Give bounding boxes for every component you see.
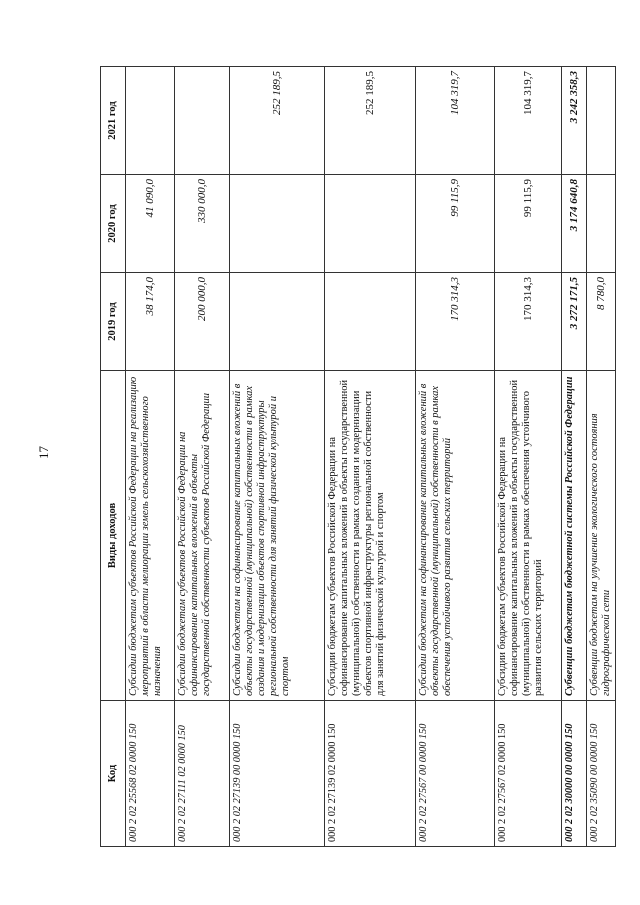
- row-name: Субвенции бюджетам на улучшение экологического состояния гидрографической сети: [587, 371, 616, 701]
- row-2019: 200 000,0: [175, 273, 230, 371]
- row-2019: 8 780,0: [587, 273, 616, 371]
- table-row: [325, 67, 416, 847]
- row-2020: 330 000,0: [175, 175, 230, 273]
- row-name: Субсидии бюджетам субъектов Российской Федерации на софинансирование капитальных вложений в объекты государственной (муниципальной) собственности в рамках обеспечения устойчивого развития сельских территорий: [495, 371, 562, 701]
- header-name: Виды доходов: [101, 371, 126, 701]
- row-2020: 99 115,9: [495, 175, 562, 273]
- page-number: 17: [36, 446, 51, 459]
- row-name: Субсидии бюджетам субъектов Российской Федерации на софинансирование капитальных вложений в объекты государственной (муниципальной) собственности в рамках создания и модернизации объектов спортивной инфраструктуры региональной собственности для занятий физической культурой и спортом: [325, 371, 416, 701]
- revenue-table: [100, 66, 616, 847]
- rotated-table-container: [100, 67, 612, 847]
- row-2020: 3 174 640,8: [562, 175, 587, 273]
- row-name: Субсидии бюджетам субъектов Российской Федерации на софинансирование капитальных вложений в объекты государственной собственности субъектов Российской Федерации: [175, 371, 230, 701]
- table-row: [230, 67, 325, 847]
- row-code: 000 2 02 27111 02 0000 150: [175, 701, 230, 847]
- row-2020: 99 115,9: [416, 175, 495, 273]
- row-2021: 252 189,5: [230, 67, 325, 175]
- row-2021: 104 319,7: [495, 67, 562, 175]
- row-2021: 252 189,5: [325, 67, 416, 175]
- header-code: Код: [101, 701, 126, 847]
- table-row: [416, 67, 495, 847]
- row-2019: 170 314,3: [495, 273, 562, 371]
- row-code: 000 2 02 30000 00 0000 150: [562, 701, 587, 847]
- table-row: [562, 67, 587, 847]
- row-code: 000 2 02 27139 00 0000 150: [230, 701, 325, 847]
- header-2020: 2020 год: [101, 175, 126, 273]
- row-2020: 41 090,0: [126, 175, 175, 273]
- row-2019: [325, 273, 416, 371]
- row-code: 000 2 02 35090 00 0000 150: [587, 701, 616, 847]
- row-name: Субсидии бюджетам субъектов Российской Федерации на реализацию мероприятий в области мелиорации земель сельскохозяйственного назначения: [126, 371, 175, 701]
- row-code: 000 2 02 25568 02 0000 150: [126, 701, 175, 847]
- row-2020: [325, 175, 416, 273]
- row-2021: 3 242 358,3: [562, 67, 587, 175]
- row-2020: [230, 175, 325, 273]
- row-2021: [175, 67, 230, 175]
- row-2021: [587, 67, 616, 175]
- table-row: [175, 67, 230, 847]
- row-2021: 104 319,7: [416, 67, 495, 175]
- row-code: 000 2 02 27567 00 0000 150: [416, 701, 495, 847]
- row-2020: [587, 175, 616, 273]
- header-2021: 2021 год: [101, 67, 126, 175]
- row-2019: [230, 273, 325, 371]
- table-row: [126, 67, 175, 847]
- row-2021: [126, 67, 175, 175]
- row-2019: 3 272 171,5: [562, 273, 587, 371]
- row-name: Субвенции бюджетам бюджетной системы Российской Федерации: [562, 371, 587, 701]
- row-code: 000 2 02 27139 02 0000 150: [325, 701, 416, 847]
- row-code: 000 2 02 27567 02 0000 150: [495, 701, 562, 847]
- header-2019: 2019 год: [101, 273, 126, 371]
- table-row: [495, 67, 562, 847]
- row-name: Субсидии бюджетам на софинансирование капитальных вложений в объекты государственной (муниципальной) собственности в рамках создания и модернизации объектов спортивной инфраструктуры региональной собственности для занятий физической культурой и спортом: [230, 371, 325, 701]
- table-header-row: [101, 67, 126, 847]
- table-row: [587, 67, 616, 847]
- row-2019: 38 174,0: [126, 273, 175, 371]
- row-name: Субсидии бюджетам на софинансирование капитальных вложений в объекты государственной (муниципальной) собственности в рамках обеспечения устойчивого развития сельских территорий: [416, 371, 495, 701]
- row-2019: 170 314,3: [416, 273, 495, 371]
